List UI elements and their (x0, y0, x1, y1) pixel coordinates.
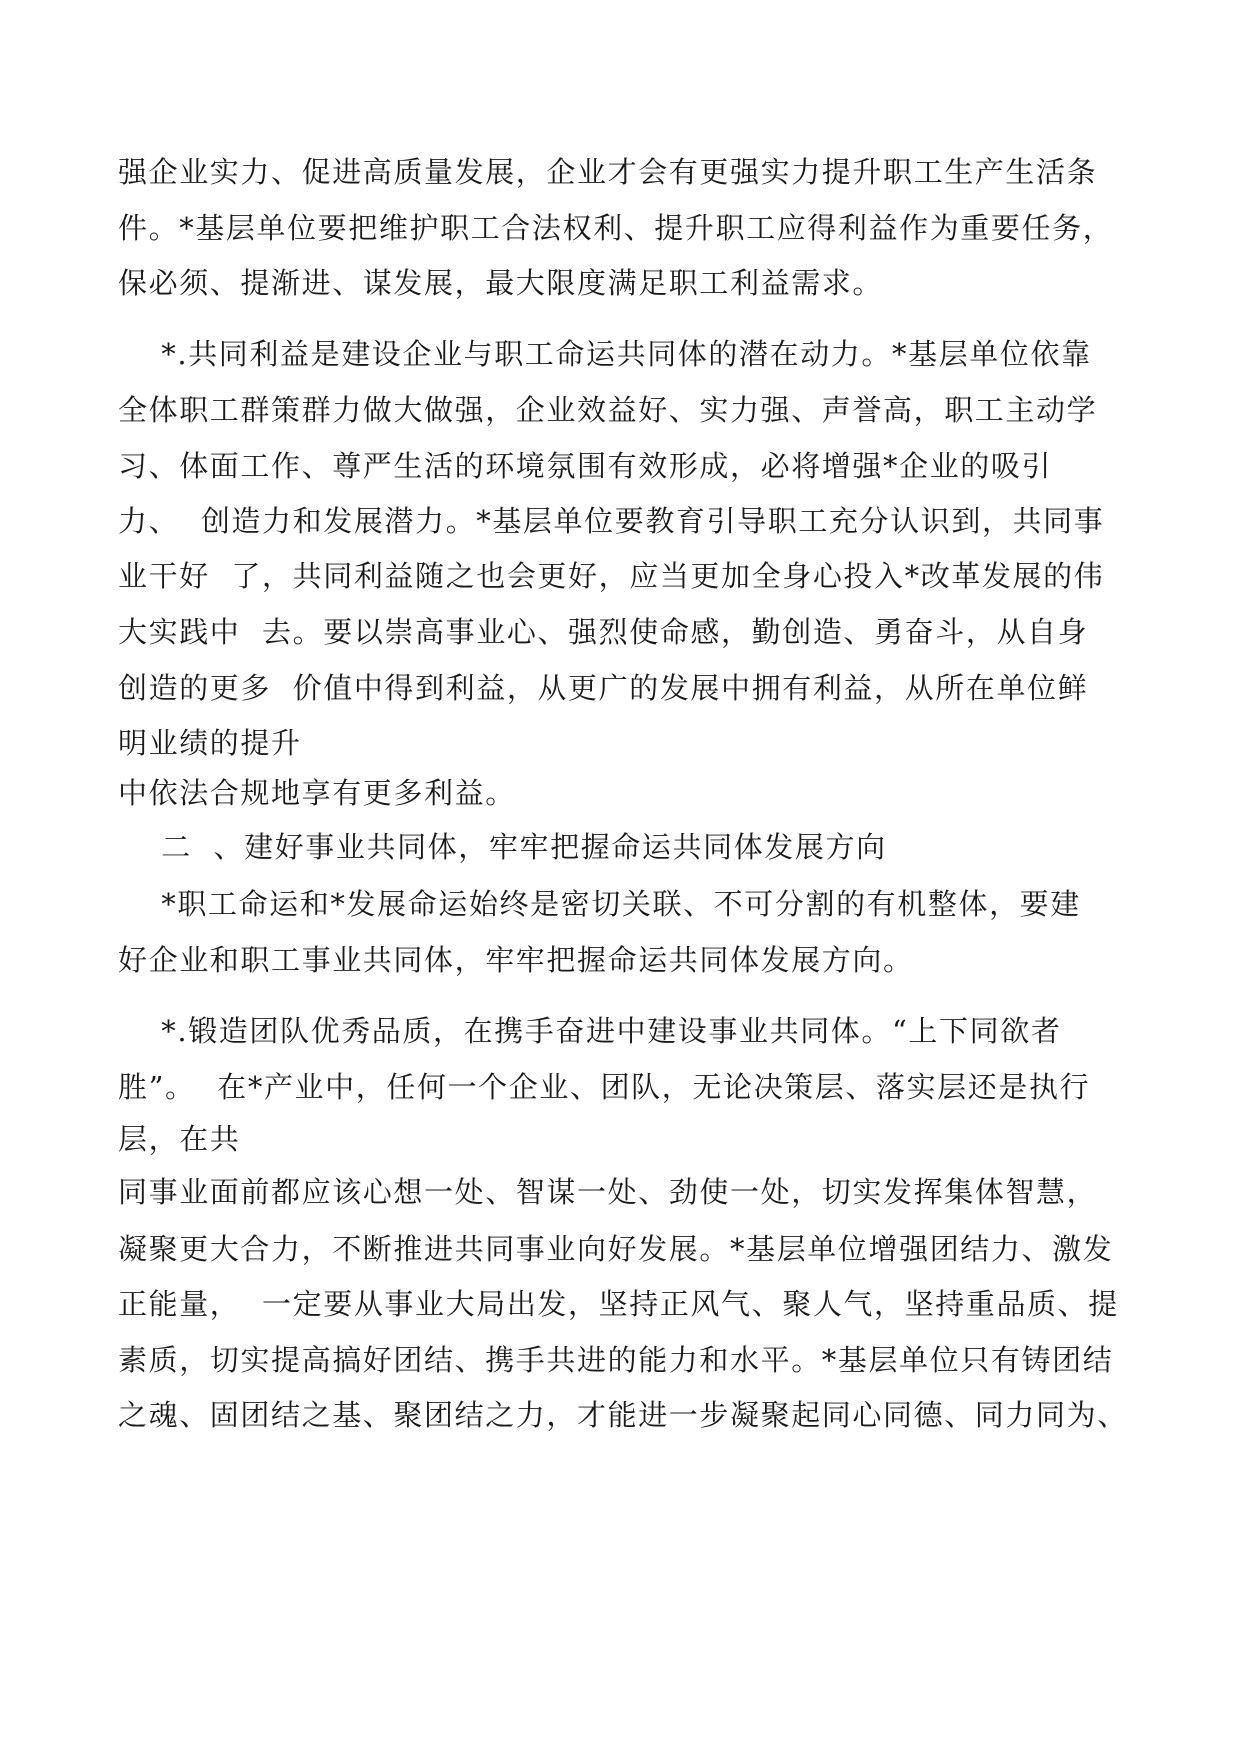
body-text-line: 业干好 了，共同利益随之也会更好，应当更加全身心投入*改革发展的伟 (118, 559, 1105, 593)
body-text-line: 之魂、固团结之基、聚团结之力，才能进一步凝聚起同心同德、同力同为、 (118, 1398, 1128, 1432)
section-heading: 二 、建好事业共同体，牢牢把握命运共同体发展方向 (118, 830, 887, 864)
body-text-line: 件。*基层单位要把维护职工合法权利、提升职工应得利益作为重要任务， (118, 211, 1114, 245)
paragraph-start-line: *.共同利益是建设企业与职工命运共同体的潜在动力。*基层单位依靠 (118, 337, 1092, 371)
body-text-line: 中依法合规地享有更多利益。 (118, 776, 516, 810)
paragraph-start-line: *职工命运和*发展命运始终是密切关联、不可分割的有机整体，要建 (118, 887, 1081, 921)
body-text-line: 大实践中 去。要以崇高事业心、强烈使命感，勤创造、勇奋斗，从自身 (118, 615, 1089, 649)
body-text-line: 强企业实力、促进高质量发展，企业才会有更强实力提升职工生产生活条 (118, 155, 1098, 189)
body-text-line: 习、体面工作、尊严生活的环境氛围有效形成，必将增强*企业的吸引 (118, 449, 1053, 483)
body-text-line: 明业绩的提升 (118, 726, 302, 760)
body-text-line: 同事业面前都应该心想一处、智谋一处、劲使一处，切实发挥集体智慧， (118, 1175, 1098, 1209)
body-text-line: 好企业和职工事业共同体，牢牢把握命运共同体发展方向。 (118, 943, 914, 977)
body-text-line: 全体职工群策群力做大做强，企业效益好、实力强、声誉高，职工主动学 (118, 393, 1098, 427)
body-text-line: 素质，切实提高搞好团结、携手共进的能力和水平。*基层单位只有铸团结 (118, 1343, 1114, 1377)
body-text-line: 力、 创造力和发展潜力。*基层单位要教育引导职工充分认识到，共同事 (118, 504, 1105, 538)
body-text-line: 创造的更多 价值中得到利益，从更广的发展中拥有利益，从所在单位鲜 (118, 671, 1089, 705)
body-text-line: 正能量， 一定要从事业大局出发，坚持正风气、聚人气，坚持重品质、提 (118, 1287, 1119, 1321)
body-text-line: 胜”。 在*产业中，任何一个企业、团队，无论决策层、落实层还是执行 (118, 1070, 1091, 1104)
body-text-line: 保必须、提渐进、谋发展，最大限度满足职工利益需求。 (118, 266, 884, 300)
paragraph-start-line: *.锻造团队优秀品质，在携手奋进中建设事业共同体。“上下同欲者 (118, 1014, 1062, 1048)
body-text-line: 层，在共 (118, 1122, 241, 1156)
body-text-line: 凝聚更大合力，不断推进共同事业向好发展。*基层单位增强团结力、激发 (118, 1232, 1114, 1266)
